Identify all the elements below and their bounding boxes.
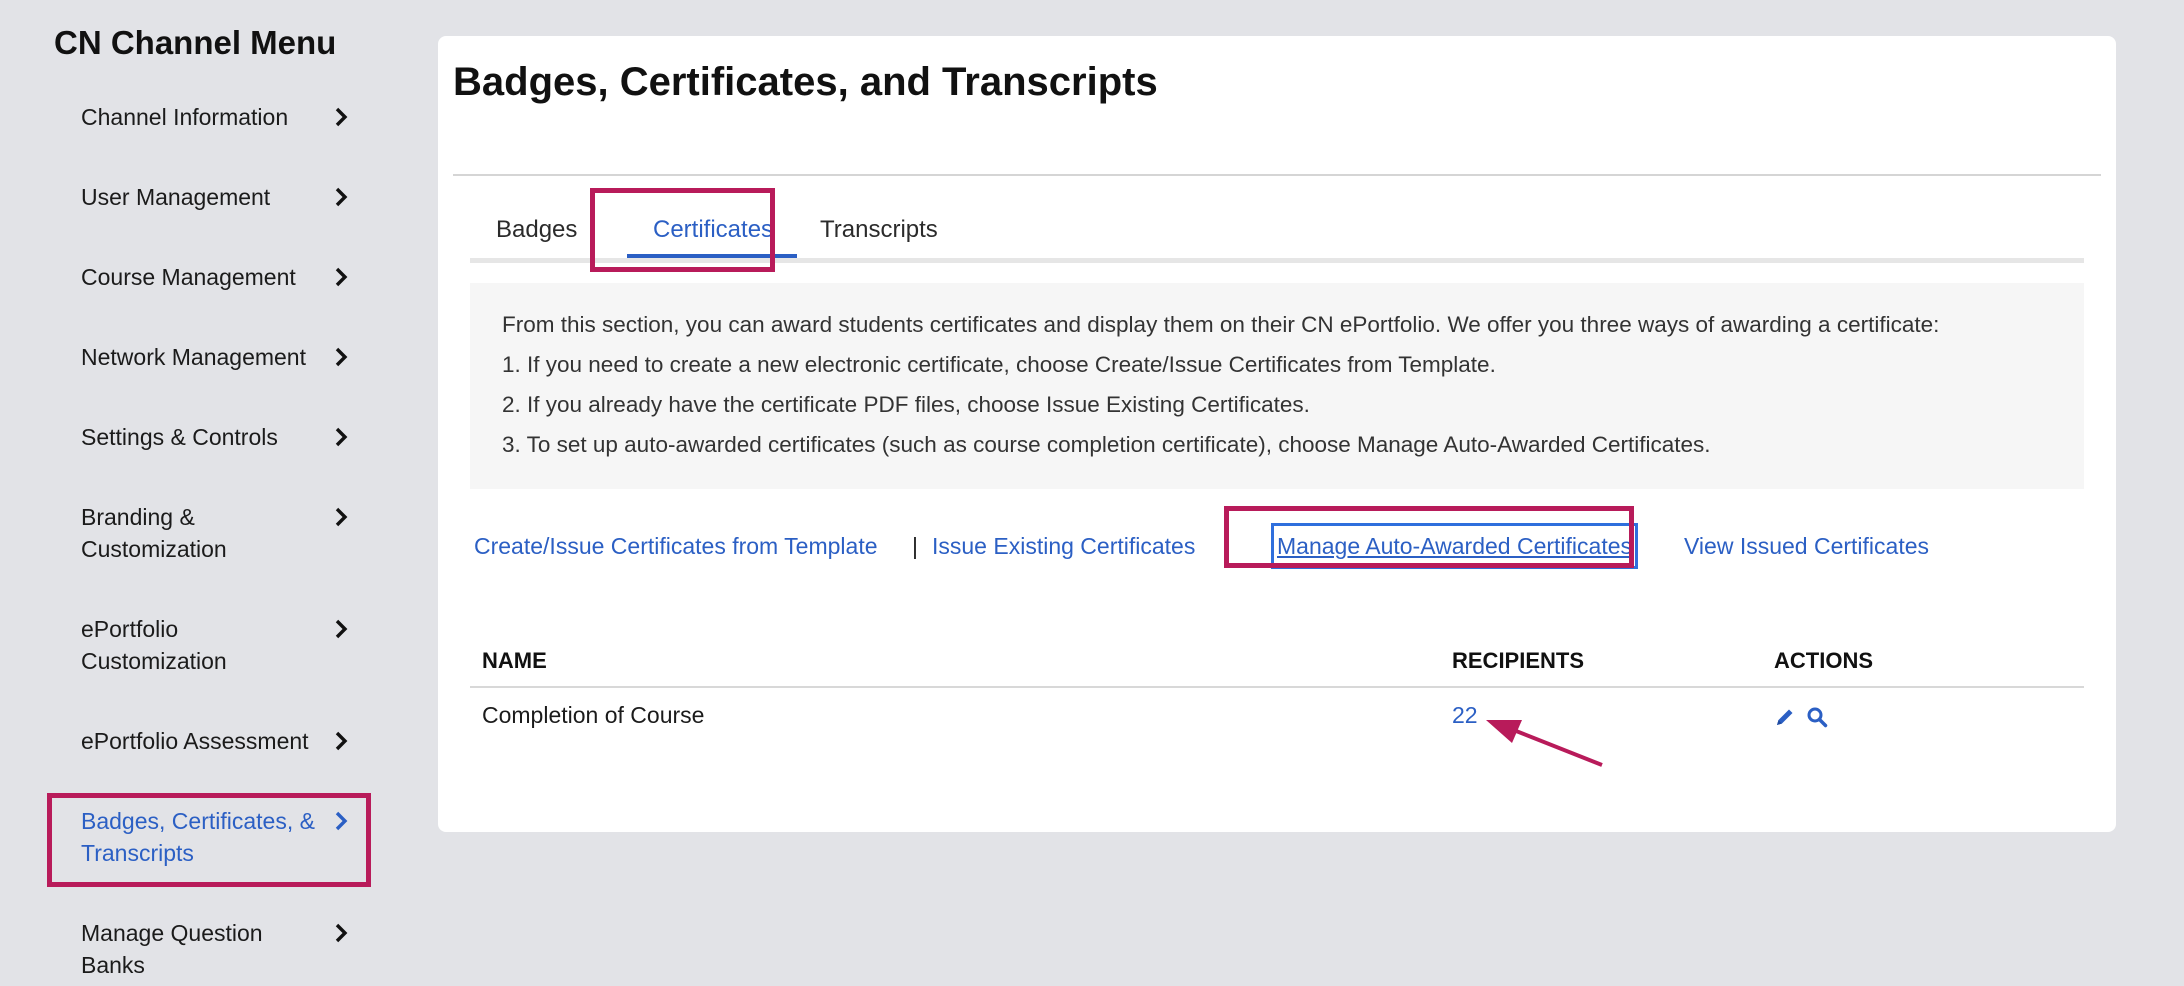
recipients-count-link[interactable]: 22 (1452, 702, 1478, 728)
chevron-right-icon (331, 507, 351, 527)
info-panel (470, 283, 2084, 489)
tab-transcripts[interactable]: Transcripts (820, 216, 938, 243)
sidebar-title: CN Channel Menu (54, 24, 337, 61)
sidebar-item-network-management[interactable] (81, 341, 351, 373)
column-header-actions: ACTIONS (1762, 636, 2084, 687)
chevron-right-icon (331, 347, 351, 367)
tab-badges[interactable]: Badges (496, 216, 578, 243)
certificates-table (470, 636, 2084, 743)
chevron-right-icon (331, 187, 351, 207)
sidebar-item-label: Branding & Customization (81, 504, 227, 562)
actions-cell (1762, 687, 2084, 743)
table-row (470, 687, 2084, 743)
certificate-name: Completion of Course (482, 702, 705, 728)
info-line: 3. To set up auto-awarded certificates (such as course completion certificate), choose Manage Auto-Awarded Certificates. (502, 432, 1711, 457)
table-header-row (470, 636, 2084, 687)
column-header-recipients: RECIPIENTS (1440, 636, 1762, 687)
link-separator: | (912, 533, 918, 559)
sidebar-item-label: Manage Question Banks (81, 920, 263, 978)
info-line: 1. If you need to create a new electronic certificate, choose Create/Issue Certificates from Template. (502, 352, 1496, 377)
sidebar-item-branding-customization[interactable] (81, 501, 351, 565)
divider (453, 174, 2101, 176)
sidebar-item-label: Settings & Controls (81, 424, 278, 450)
view-issued-certificates-link[interactable]: View Issued Certificates (1684, 533, 1930, 559)
column-header-name: NAME (470, 636, 1440, 687)
info-line: From this section, you can award students certificates and display them on their CN ePortfolio. We offer you three ways of awarding a certificate: (502, 312, 1940, 337)
sidebar-item-label: Network Management (81, 344, 306, 370)
chevron-right-icon (331, 107, 351, 127)
tab-certificates[interactable]: Certificates (653, 196, 773, 266)
sidebar-item-label: Course Management (81, 264, 296, 290)
sidebar-item-eportfolio-customization[interactable] (81, 613, 351, 677)
sidebar-item-label: ePortfolio Assessment (81, 728, 309, 754)
chevron-right-icon (331, 619, 351, 639)
sidebar (0, 0, 400, 986)
sidebar-item-user-management[interactable] (81, 181, 351, 213)
sidebar-item-channel-information[interactable] (81, 101, 351, 133)
sidebar-item-settings-controls[interactable] (81, 421, 351, 453)
chevron-right-icon (331, 267, 351, 287)
main-card (438, 36, 2116, 832)
sidebar-item-label: Badges, Certificates, & Transcripts (81, 808, 315, 866)
sidebar-item-course-management[interactable] (81, 261, 351, 293)
manage-auto-awarded-certificates-link[interactable]: Manage Auto-Awarded Certificates (1274, 526, 1635, 566)
search-icon[interactable] (1806, 706, 1828, 728)
chevron-right-icon (331, 731, 351, 751)
sidebar-item-label: User Management (81, 184, 271, 210)
highlight-box-sidebar (47, 793, 371, 887)
create-issue-certificates-link[interactable]: Create/Issue Certificates from Template (474, 533, 878, 559)
info-line: 2. If you already have the certificate PDF files, choose Issue Existing Certificates. (502, 392, 1310, 417)
sidebar-item-label: Channel Information (81, 104, 289, 130)
issue-existing-certificates-link[interactable]: Issue Existing Certificates (932, 533, 1196, 559)
sidebar-item-eportfolio-assessment[interactable] (81, 725, 351, 757)
highlight-box-tab (590, 188, 775, 272)
highlight-box-link (1224, 506, 1634, 568)
pencil-icon[interactable] (1774, 706, 1796, 728)
chevron-right-icon (331, 427, 351, 447)
page-title: Badges, Certificates, and Transcripts (453, 60, 1158, 104)
sidebar-item-label: ePortfolio Customization (81, 616, 227, 674)
sidebar-item-manage-question-banks[interactable] (81, 917, 351, 981)
chevron-right-icon (331, 923, 351, 943)
